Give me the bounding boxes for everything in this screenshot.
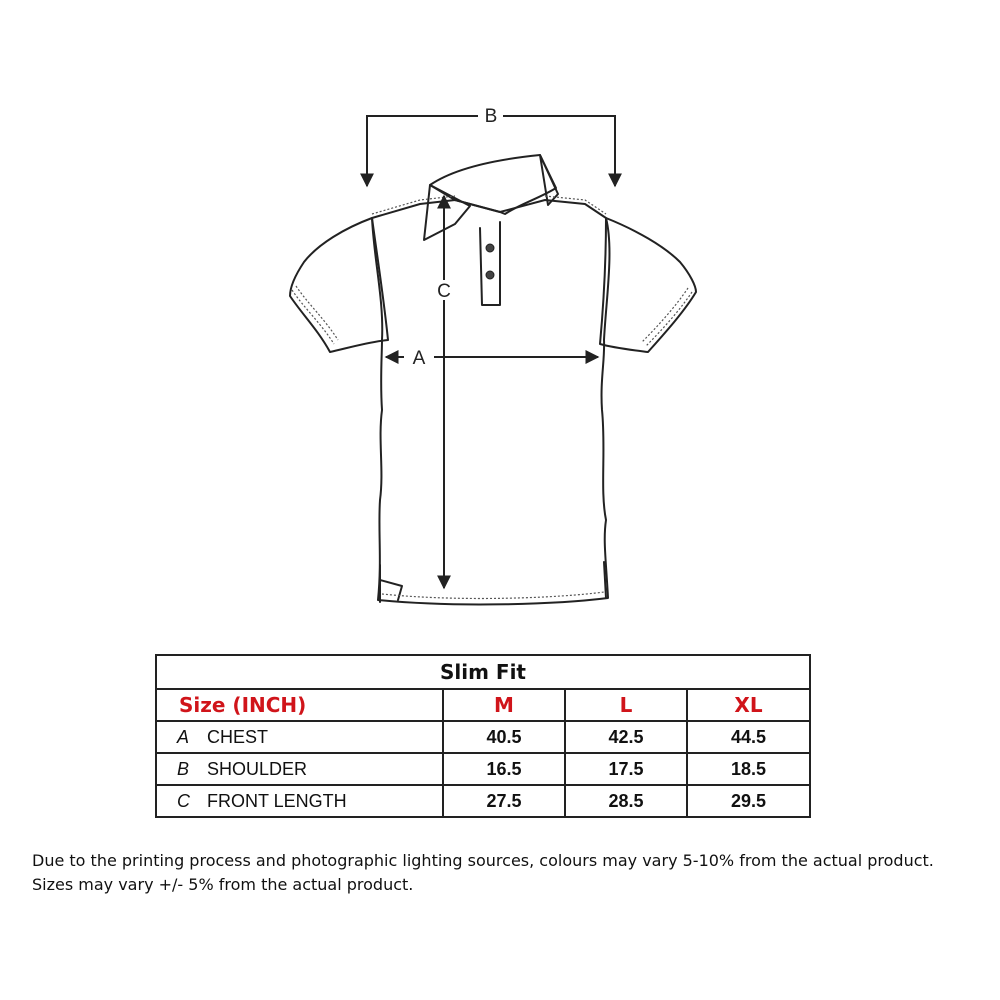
shirt-outline [290,155,696,604]
dimension-a-label: A [412,348,426,369]
table-title: Slim Fit [156,655,810,689]
disclaimer-text [32,849,982,897]
row-code: A [177,726,190,747]
table-row [156,721,810,753]
table-header-row [156,689,810,721]
size-chart-table [155,654,811,818]
dimension-c-label: C [437,281,451,302]
row-name: SHOULDER [207,758,308,779]
table-cell: 42.5 [565,721,687,753]
row-name: CHEST [207,726,269,747]
shirt-body [372,200,609,604]
right-sleeve [600,218,696,352]
row-code: B [177,758,190,779]
stitch-lines [292,196,692,598]
size-header-xl: XL [687,689,810,721]
table-cell: 18.5 [687,753,810,785]
row-label-front-length [156,785,443,817]
table-row [156,753,810,785]
row-label-shoulder [156,753,443,785]
table-cell: 16.5 [443,753,565,785]
table-row [156,785,810,817]
table-cell: 29.5 [687,785,810,817]
size-header-m: M [443,689,565,721]
table-cell: 44.5 [687,721,810,753]
row-label-chest [156,721,443,753]
placket [480,222,500,305]
table-cell: 17.5 [565,753,687,785]
table-cell: 40.5 [443,721,565,753]
row-code: C [177,790,190,811]
shirt-buttons [486,244,494,279]
size-unit-header: Size (INCH) [156,689,443,721]
row-name: FRONT LENGTH [207,790,347,811]
table-cell: 27.5 [443,785,565,817]
table-cell: 28.5 [565,785,687,817]
collar [430,155,556,214]
size-header-l: L [565,689,687,721]
disclaimer-line-1: Due to the printing process and photographic lighting sources, colours may vary 5-10% from the actual product. [32,851,934,870]
disclaimer-line-2: Sizes may vary +/- 5% from the actual product. [32,875,414,894]
dimension-b-label: B [484,106,498,127]
